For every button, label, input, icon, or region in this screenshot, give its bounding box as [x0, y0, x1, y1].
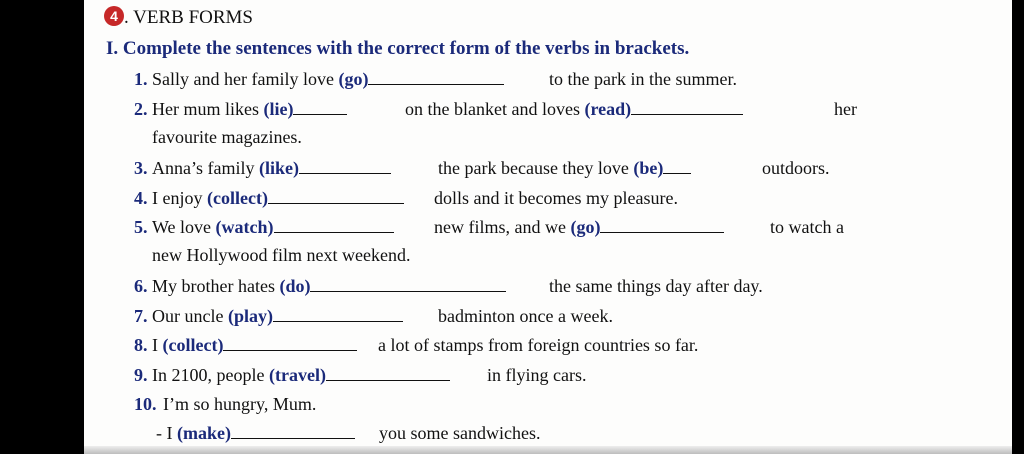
sentence-continuation: new Hollywood film next weekend.	[152, 245, 411, 265]
sentence-2-middle	[405, 99, 743, 120]
sentence-text: I’m so hungry, Mum.	[163, 394, 317, 414]
sentence-5	[152, 217, 394, 238]
sentence-text: In 2100, people	[152, 365, 269, 385]
sentence-text: to the park in the summer.	[549, 69, 737, 89]
item-number: 6.	[134, 276, 148, 296]
verb-prompt: (collect)	[162, 335, 224, 355]
answer-blank[interactable]	[223, 336, 357, 351]
answer-blank[interactable]	[600, 218, 724, 233]
sentence-text: dolls and it becomes my pleasure.	[434, 188, 678, 208]
sentence-text: Sally and her family love	[152, 69, 339, 89]
sentence-text: We love	[152, 217, 216, 237]
sentence-text: to watch a	[770, 217, 844, 237]
verb-prompt: (make)	[177, 423, 231, 443]
verb-prompt: (go)	[338, 69, 369, 89]
item-number: 1.	[134, 69, 148, 89]
verb-prompt: (go)	[570, 217, 601, 237]
sentence-text: Our uncle	[152, 306, 228, 326]
sentence-text: outdoors.	[762, 158, 830, 178]
sentence-text: I	[152, 335, 163, 355]
verb-prompt: (travel)	[268, 365, 326, 385]
verb-prompt: (like)	[258, 158, 299, 178]
sentence-text: you some sandwiches.	[379, 423, 541, 443]
item-number: 8.	[134, 335, 148, 355]
item-number: 5.	[134, 217, 148, 237]
sentence-1	[152, 69, 504, 90]
sentence-text: the park because they love	[438, 158, 634, 178]
answer-blank[interactable]	[231, 424, 355, 439]
sentence-text: - I	[156, 423, 177, 443]
sentence-3	[152, 158, 391, 179]
sentence-5-middle	[434, 217, 724, 238]
sentence-3-middle	[438, 158, 691, 179]
sentence-10-reply	[156, 423, 355, 444]
answer-blank[interactable]	[368, 70, 504, 85]
page-bottom-edge	[84, 446, 1018, 454]
section-title	[104, 6, 253, 29]
sentence-text: My brother hates	[152, 276, 280, 296]
sentence-9	[152, 365, 450, 386]
item-number: 2.	[134, 99, 148, 119]
verb-prompt: (collect)	[206, 188, 268, 208]
sentence-text: the same things day after day.	[549, 276, 763, 296]
verb-prompt: (be)	[633, 158, 664, 178]
verb-prompt: (read)	[584, 99, 632, 119]
item-number: 4.	[134, 188, 148, 208]
sentence-continuation: favourite magazines.	[152, 127, 302, 147]
sentence-2	[152, 99, 347, 120]
answer-blank[interactable]	[268, 189, 404, 204]
item-number: 3.	[134, 158, 148, 178]
answer-blank[interactable]	[293, 100, 347, 115]
sentence-text: badminton once a week.	[438, 306, 613, 326]
verb-prompt: (play)	[227, 306, 273, 326]
answer-blank[interactable]	[310, 277, 506, 292]
verb-prompt: (do)	[279, 276, 311, 296]
exercise-instruction: I. Complete the sentences with the correct form of the verbs in brackets.	[106, 38, 690, 59]
sentence-text: in flying cars.	[487, 365, 587, 385]
answer-blank[interactable]	[273, 307, 403, 322]
verb-prompt: (lie)	[263, 99, 294, 119]
section-title-text: . VERB FORMS	[124, 7, 254, 28]
answer-blank[interactable]	[326, 366, 450, 381]
answer-blank[interactable]	[299, 159, 391, 174]
sentence-text: on the blanket and loves	[405, 99, 585, 119]
item-number: 10.	[134, 394, 157, 414]
answer-blank[interactable]	[274, 218, 394, 233]
answer-blank[interactable]	[663, 159, 691, 174]
sentence-text: Anna’s family	[152, 158, 259, 178]
sentence-text: her	[834, 99, 857, 119]
item-number: 9.	[134, 365, 148, 385]
sentence-7	[152, 306, 403, 327]
sentence-6	[152, 276, 506, 297]
sentence-text: new films, and we	[434, 217, 571, 237]
page-right-edge	[1012, 0, 1024, 454]
sentence-8	[152, 335, 357, 356]
answer-blank[interactable]	[631, 100, 743, 115]
item-number: 7.	[134, 306, 148, 326]
verb-prompt: (watch)	[215, 217, 274, 237]
sentence-4	[152, 188, 404, 209]
section-number-badge: 4	[104, 6, 124, 26]
sentence-text: a lot of stamps from foreign countries so far.	[378, 335, 699, 355]
sentence-text: I enjoy	[152, 188, 207, 208]
sentence-text: Her mum likes	[152, 99, 264, 119]
